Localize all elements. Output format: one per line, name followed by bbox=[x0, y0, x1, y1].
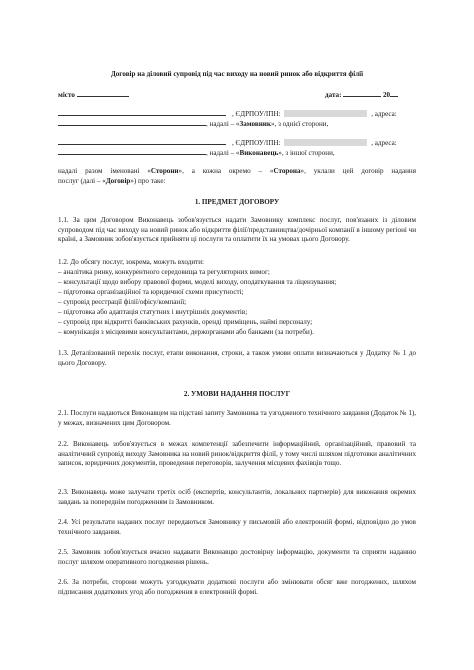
intro-text: послуг (далі – « bbox=[58, 177, 106, 185]
party2-line2 bbox=[58, 147, 416, 159]
party2-role: Виконавець bbox=[239, 149, 279, 157]
clause-2-2: 2.2. Виконавець зобов'язується в межах компетенції забезпечити інформаційний, організаційний, правовий та аналітичний супровід виходу Замовника на новий ринок/відкриття філії, у тому числі шляхом підготовки аналітичних записок, юридичних документів, проведення переговорів, залучення місцевих фахівців тощо. bbox=[58, 440, 416, 468]
party1-role-pre: , надалі – « bbox=[206, 120, 240, 128]
date-group bbox=[325, 89, 398, 101]
date-label: дата: bbox=[325, 91, 342, 99]
party2-address-blank[interactable] bbox=[58, 147, 206, 155]
party2-name-blank[interactable] bbox=[58, 137, 226, 145]
clause-2-1: 2.1. Послуги надаються Виконавцем на підставі запиту Замовника та узгодженого технічного завдання (Додаток № 1), у межах, визначених цим Договором. bbox=[58, 409, 417, 427]
party2-edrpou-field[interactable] bbox=[284, 139, 367, 146]
party2-role-pre: , надалі – « bbox=[206, 149, 240, 157]
party1-name-blank[interactable] bbox=[58, 108, 226, 116]
clause-1-3: 1.3. Деталізований перелік послуг, етапи виконання, строки, а також умови оплати визначаються у Додатку № 1 до цього Договору. bbox=[58, 349, 416, 367]
party1-role: Замовник bbox=[239, 120, 271, 128]
party1-address-blank[interactable] bbox=[58, 118, 206, 126]
party1-edrpou-field[interactable] bbox=[284, 110, 367, 117]
clause-2-4: 2.4. Усі результати наданих послуг передаються Замовнику у письмовій або електронній формі, відповідно до умов технічного завдання. bbox=[58, 518, 416, 536]
year-prefix: 20 bbox=[383, 91, 391, 99]
intro-text: », уклали цей договір надання bbox=[300, 167, 416, 175]
section2-heading: 2. УМОВИ НАДАННЯ ПОСЛУГ bbox=[183, 390, 291, 398]
city-date-line bbox=[58, 89, 416, 101]
party2-edrpou-label: , ЄДРПОУ/ІПН: bbox=[232, 139, 281, 147]
service-list-item: – супровід при відкритті банківських рахунків, оренді приміщень, наймі персоналу; bbox=[58, 318, 313, 326]
service-list-item: – аналітика ринку, конкурентного середовища та регуляторних вимог; bbox=[58, 268, 270, 276]
city-label: місто bbox=[58, 91, 75, 99]
service-list-item: – підготовка організаційної та юридичної схеми присутності; bbox=[58, 288, 244, 296]
section1-heading: 1. ПРЕДМЕТ ДОГОВОРУ bbox=[194, 198, 280, 206]
intro-paragraph bbox=[58, 167, 416, 177]
service-list-item: – комунікація з місцевими консультантами, держорганами або банками (за потреби). bbox=[58, 328, 314, 336]
service-list-item: – підготовка або адаптація статутних і внутрішніх документів; bbox=[58, 308, 248, 316]
intro-paragraph-line2 bbox=[58, 177, 416, 187]
clause-2-3: 2.3. Виконавець може залучати третіх осіб (експертів, консультантів, локальних партнерів) для виконання окремих завдань за попереднім погодженням із Замовником. bbox=[58, 488, 416, 506]
intro-party-term: Сторона bbox=[273, 167, 301, 175]
intro-text: ») про таке: bbox=[130, 177, 166, 185]
intro-text: надалі разом іменовані « bbox=[58, 167, 151, 175]
party1-line2 bbox=[58, 118, 416, 130]
intro-contract-term: Договір bbox=[105, 177, 131, 185]
year-blank[interactable] bbox=[390, 89, 398, 97]
clause-1-1: 1.1. За цим Договором Виконавець зобов'язується надати Замовнику комплекс послуг, пов'язаних із діловим супроводом під час виходу на новий ринок або відкриття філії/представництва/дочірньої компанії в іншому регіоні чи країні, а Замовник зобов'язується прийняти ці послуги та оплатити їх на умовах цього Договору. bbox=[58, 216, 416, 244]
city-blank[interactable] bbox=[77, 89, 129, 97]
party2-role-post: », з іншої сторони, bbox=[278, 149, 335, 157]
intro-parties-term: Сторони bbox=[150, 167, 179, 175]
intro-text: », а кожна окремо – « bbox=[178, 167, 274, 175]
clause-1-2-lead: 1.2. До обсягу послуг, зокрема, можуть входити: bbox=[58, 258, 205, 266]
clause-2-5: 2.5. Замовник зобов'язується вчасно надавати Виконавцю достовірну інформацію, документи та сприяти наданню послуг шляхом оперативного погодження рішень. bbox=[58, 548, 416, 566]
party2-address-label: , адреса: bbox=[371, 139, 397, 147]
document-title: Договір на діловий супровід під час виходу на новий ринок або відкриття філії bbox=[110, 70, 364, 78]
party1-address-label: , адреса: bbox=[371, 110, 397, 118]
service-list-item: – консультації щодо вибору правової форми, моделі виходу, оподаткування та ліцензування; bbox=[58, 278, 337, 286]
party1-role-post: », з однієї сторони, bbox=[270, 120, 329, 128]
party1-edrpou-label: , ЄДРПОУ/ІПН: bbox=[232, 110, 281, 118]
date-blank[interactable] bbox=[343, 89, 381, 97]
clause-2-6: 2.6. За потреби, сторони можуть узгоджувати додаткові послуги або змінювати обсяг вже погоджених, шляхом підписання додаткових угод або погодження в електронній формі. bbox=[58, 578, 416, 596]
service-list-item: – супровід реєстрації філії/офісу/компанії; bbox=[58, 298, 187, 306]
